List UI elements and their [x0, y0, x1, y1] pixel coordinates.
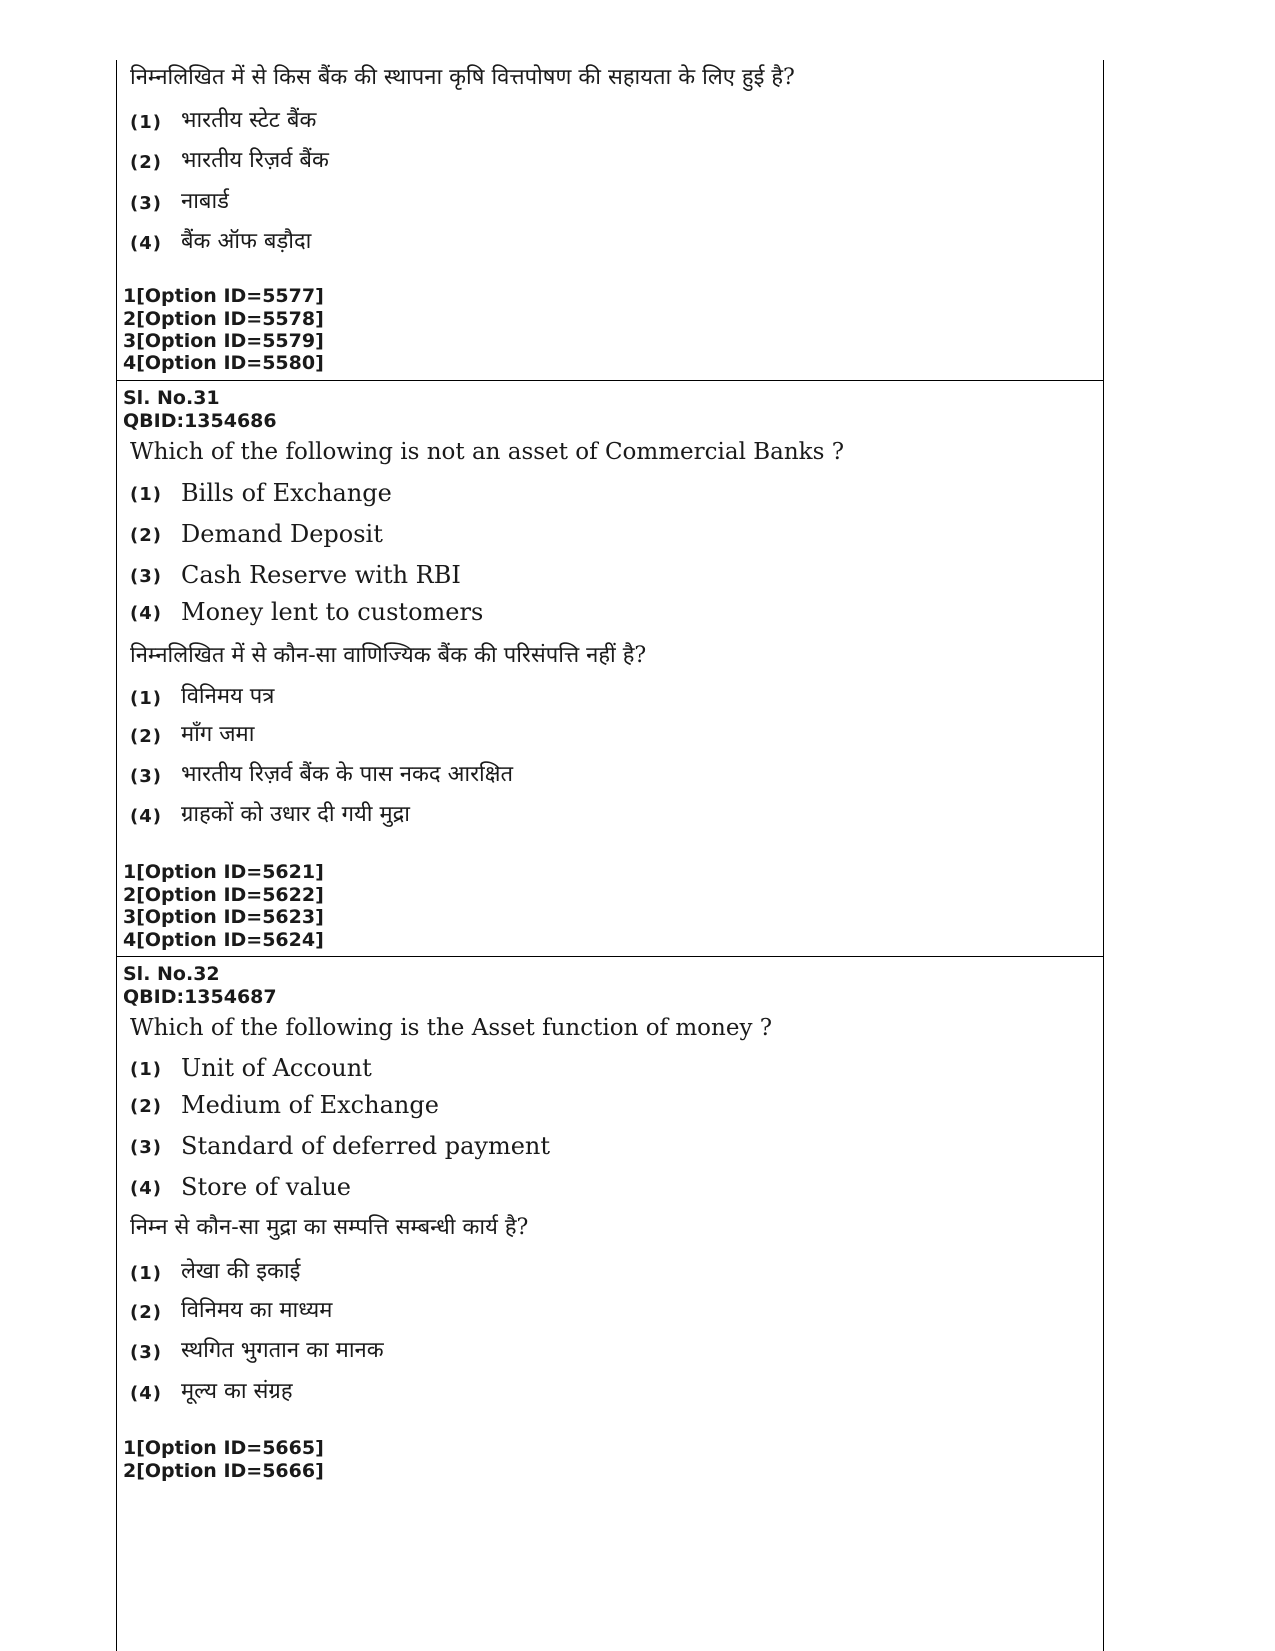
option-number: (3) [130, 1342, 162, 1363]
option-number: (3) [130, 193, 162, 214]
q32-option-id-1: 1[Option ID=5665] [123, 1437, 324, 1459]
option-number: (4) [130, 1178, 162, 1199]
q31-option-id-4: 4[Option ID=5624] [123, 929, 324, 951]
option-text: माँग जमा [181, 722, 255, 747]
q32-option-id-2: 2[Option ID=5666] [123, 1460, 324, 1482]
option-number: (3) [130, 1137, 162, 1158]
q30-option-id-1: 1[Option ID=5577] [123, 285, 324, 307]
option-number: (2) [130, 1096, 162, 1117]
option-number: (1) [130, 1059, 162, 1080]
q30-hindi-question: निम्नलिखित में से किस बैंक की स्थापना कृषि वित्तपोषण की सहायता के लिए हुई है? [130, 65, 795, 90]
option-text: Demand Deposit [181, 520, 383, 548]
q31-hindi-question: निम्नलिखित में से कौन-सा वाणिज्यिक बैंक की परिसंपत्ति नहीं है? [130, 643, 647, 668]
option-text: लेखा की इकाई [181, 1259, 301, 1284]
option-text: विनिमय पत्र [181, 684, 275, 709]
option-text: बैंक ऑफ बड़ौदा [181, 229, 312, 254]
q31-qbid: QBID:1354686 [123, 410, 277, 432]
q32-serial-number: Sl. No.32 [123, 963, 220, 985]
option-text: भारतीय रिज़र्व बैंक [181, 148, 329, 173]
q30-option-id-4: 4[Option ID=5580] [123, 352, 324, 374]
option-number: (2) [130, 1302, 162, 1323]
option-number: (1) [130, 1263, 162, 1284]
q32-hindi-question: निम्न से कौन-सा मुद्रा का सम्पत्ति सम्बन्धी कार्य है? [130, 1215, 529, 1240]
option-text: भारतीय रिज़र्व बैंक के पास नकद आरक्षित [181, 762, 514, 787]
q30-option-id-3: 3[Option ID=5579] [123, 330, 324, 352]
option-number: (4) [130, 603, 162, 624]
q31-option-id-3: 3[Option ID=5623] [123, 906, 324, 928]
option-text: Medium of Exchange [181, 1091, 439, 1119]
option-text: मूल्य का संग्रह [181, 1379, 293, 1404]
option-number: (1) [130, 688, 162, 709]
option-number: (1) [130, 112, 162, 133]
option-text: स्थगित भुगतान का मानक [181, 1338, 384, 1363]
option-number: (2) [130, 726, 162, 747]
option-number: (2) [130, 152, 162, 173]
q31-option-id-2: 2[Option ID=5622] [123, 884, 324, 906]
row-divider [116, 956, 1104, 957]
option-text: Bills of Exchange [181, 479, 392, 507]
option-text: Store of value [181, 1173, 352, 1201]
q32-english-question: Which of the following is the Asset function of money ? [130, 1015, 773, 1041]
option-text: Standard of deferred payment [181, 1132, 551, 1160]
q31-serial-number: Sl. No.31 [123, 387, 220, 409]
row-divider [116, 380, 1104, 381]
option-text: भारतीय स्टेट बैंक [181, 108, 317, 133]
option-text: ग्राहकों को उधार दी गयी मुद्रा [181, 802, 410, 827]
q31-option-id-1: 1[Option ID=5621] [123, 861, 324, 883]
q30-option-id-2: 2[Option ID=5578] [123, 308, 324, 330]
option-text: नाबार्ड [181, 189, 229, 214]
option-text: Money lent to customers [181, 598, 484, 626]
option-number: (1) [130, 484, 162, 505]
option-text: विनिमय का माध्यम [181, 1298, 333, 1323]
option-number: (4) [130, 233, 162, 254]
option-number: (4) [130, 1383, 162, 1404]
q31-english-question: Which of the following is not an asset of Commercial Banks ? [130, 439, 845, 465]
option-text: Cash Reserve with RBI [181, 561, 461, 589]
option-number: (4) [130, 806, 162, 827]
option-number: (3) [130, 566, 162, 587]
option-number: (2) [130, 525, 162, 546]
option-number: (3) [130, 766, 162, 787]
option-text: Unit of Account [181, 1054, 372, 1082]
q32-qbid: QBID:1354687 [123, 986, 277, 1008]
